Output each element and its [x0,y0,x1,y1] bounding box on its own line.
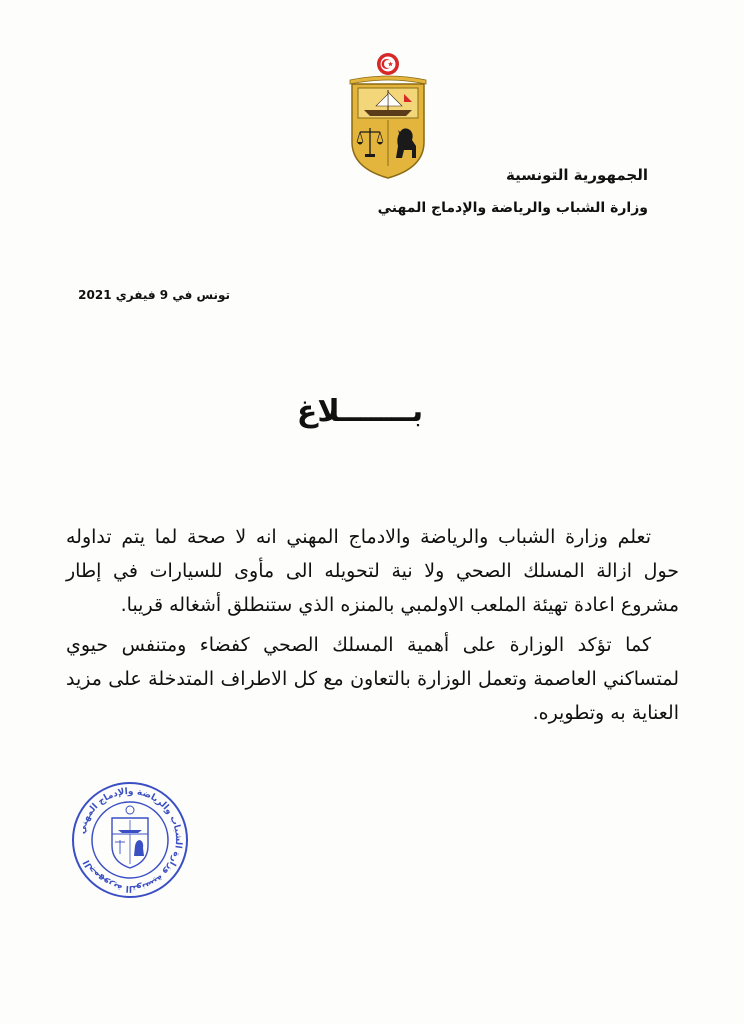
body-paragraph: كما تؤكد الوزارة على أهمية المسلك الصحي كفضاء ومتنفس حيوي لمتساكني العاصمة وتعمل الوزارة بالتعاون مع كل الاطراف المتدخلة على مزيد العناية به وتطويره. [66,634,679,724]
tunisia-coat-of-arms-icon [342,50,434,180]
document-date: تونس في 9 فيفري 2021 [78,288,230,302]
letterhead [228,166,648,216]
document-body [66,520,679,736]
document-title: بـــــــلاغ [296,394,424,429]
republic-name: الجمهورية التونسية [506,166,648,184]
stamp-text: الجمهورية التونسية وزارة الشباب والرياضة والإدماج المهني [77,786,184,894]
body-paragraph: تعلم وزارة الشباب والرياضة والادماج المهني انه لا صحة لما يتم تداوله حول ازالة المسلك الصحي ولا نية لتحويله الى مأوى للسيارات في إطار مشروع اعادة تهيئة الملعب الاولمبي بالمنزه الذي ستنطلق أشغاله قريبا. [66,526,679,616]
ministry-name: وزارة الشباب والرياضة والإدماج المهني [377,200,648,216]
official-stamp-icon [70,780,190,900]
